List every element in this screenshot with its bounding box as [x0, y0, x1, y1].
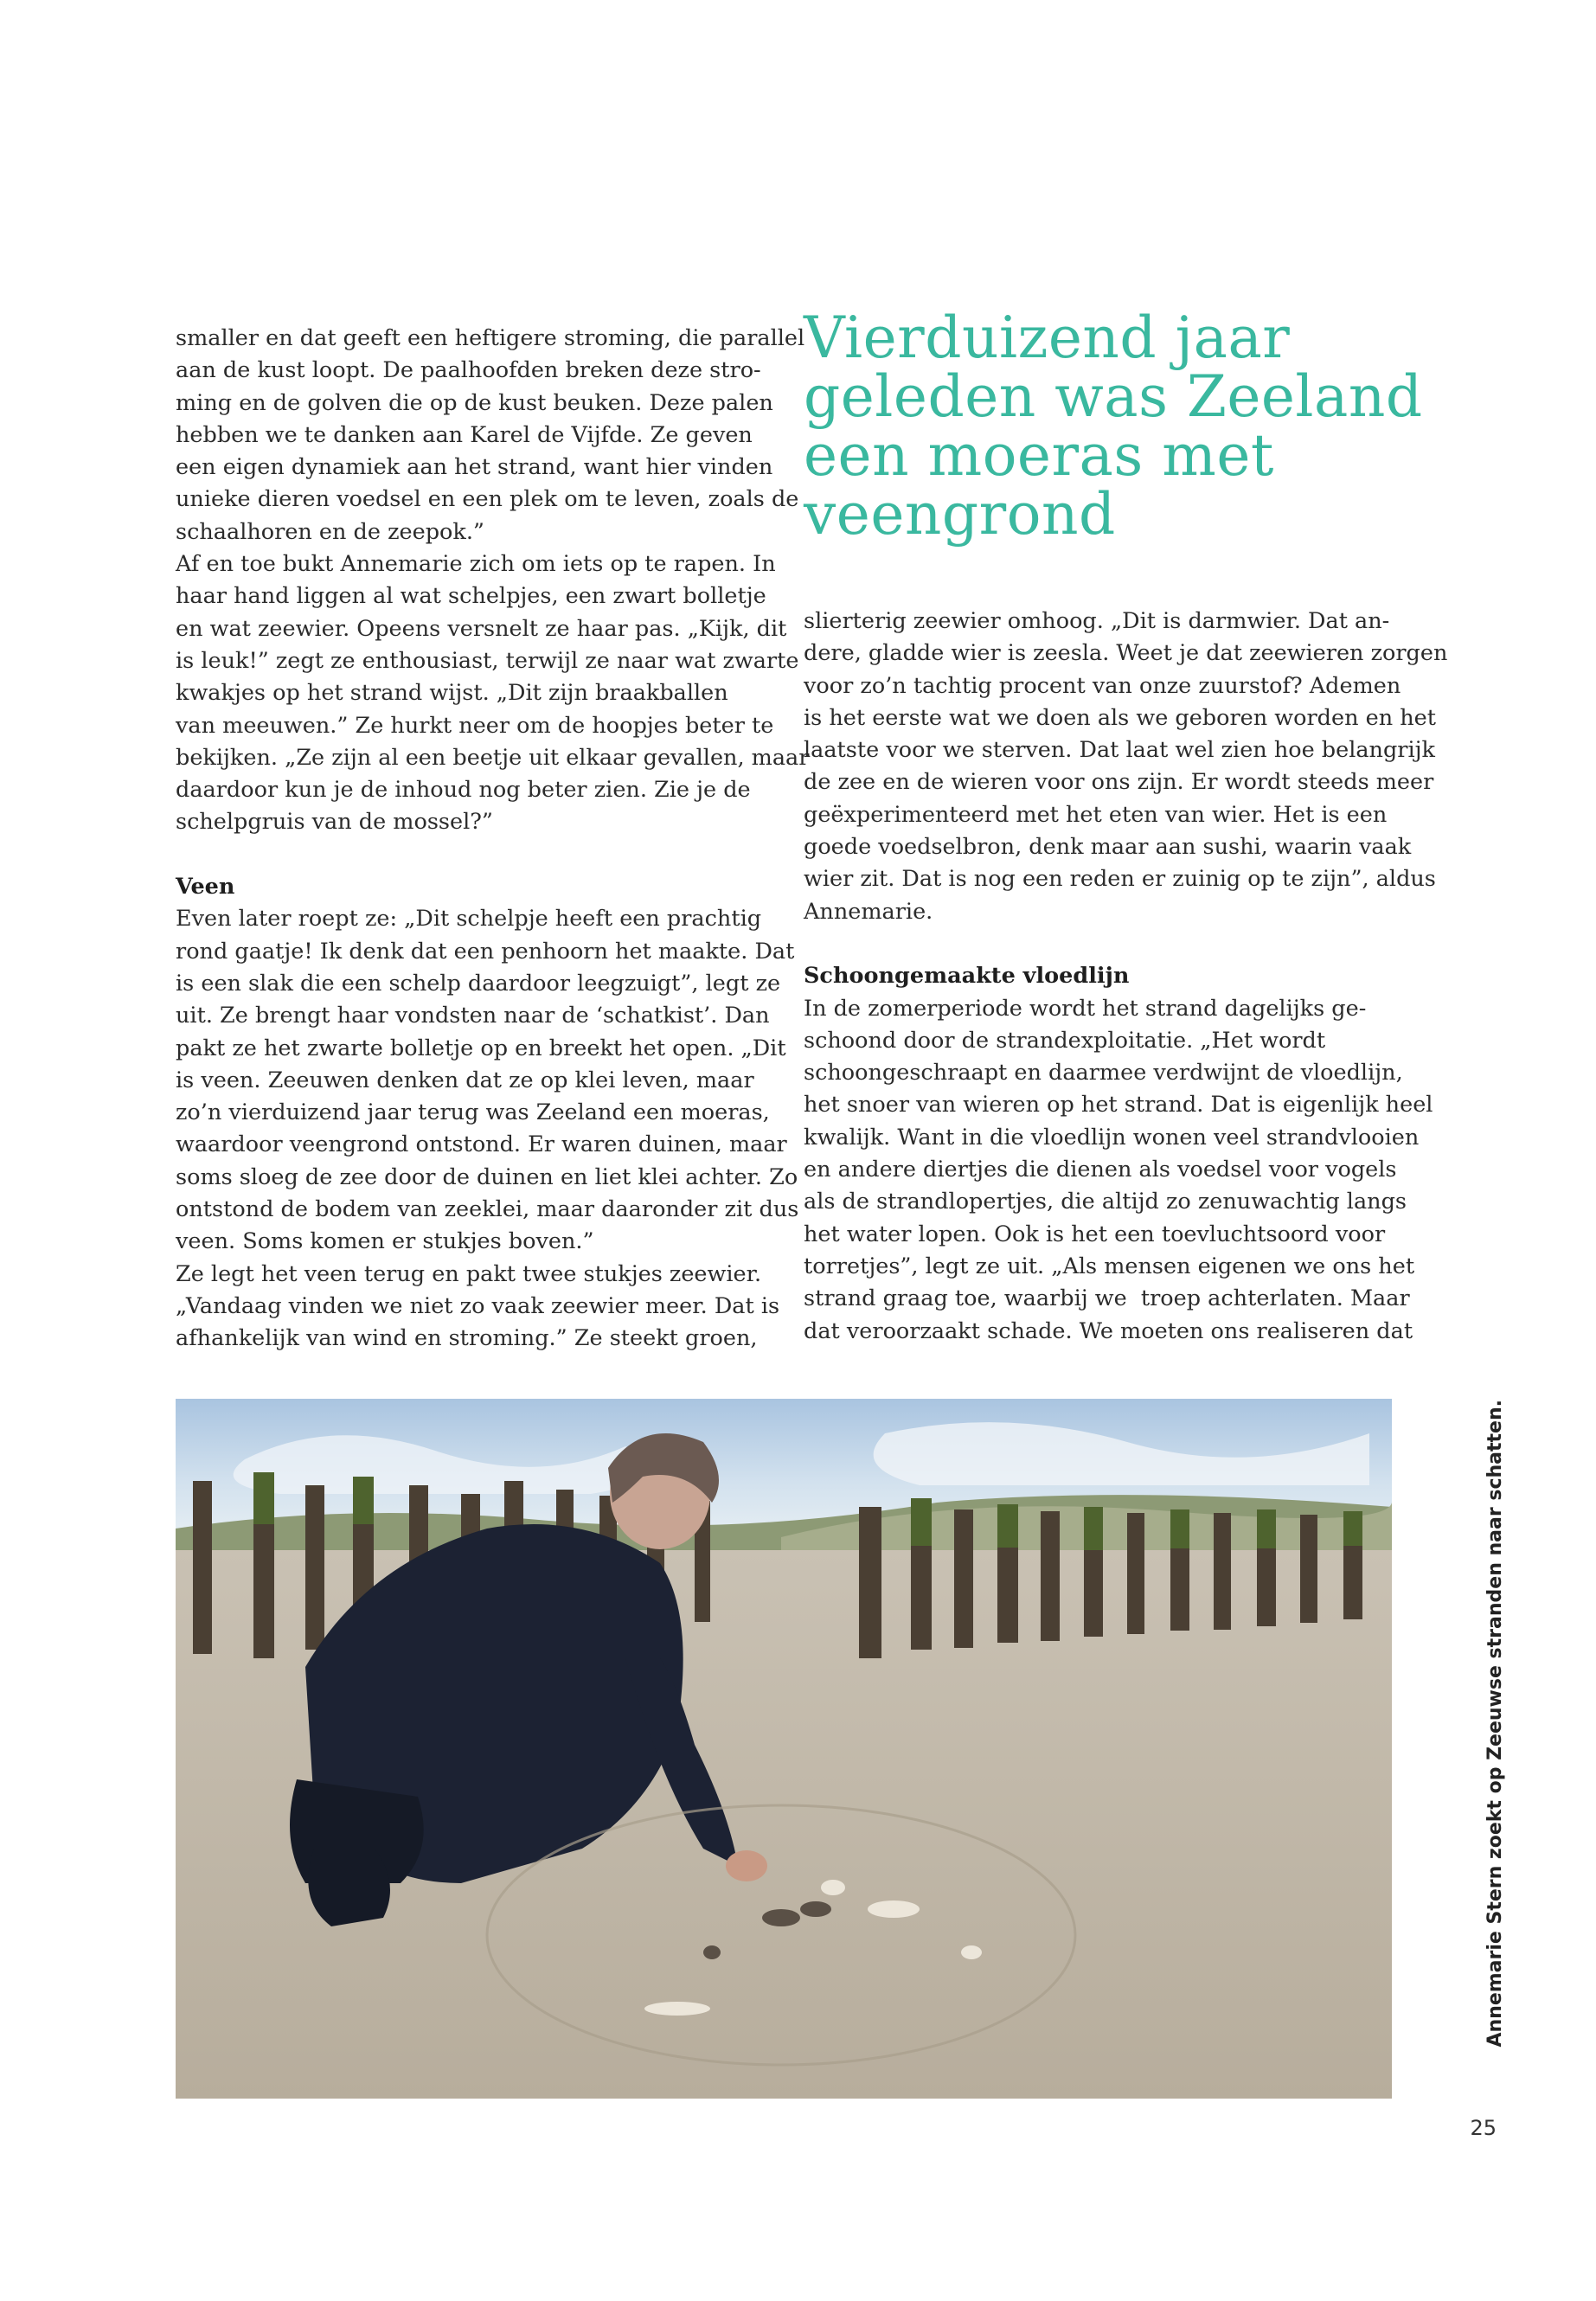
section-heading-vloedlijn: Schoongemaakte vloedlijn — [804, 963, 1130, 990]
spacer — [176, 839, 769, 871]
text-line: „Vandaag vinden we niet zo vaak zeewier meer. Dat is — [176, 1292, 780, 1319]
text-line: bekijken. „Ze zijn al een beetje uit elkaar gevallen, maar — [176, 744, 810, 771]
text-line: In de zomerperiode wordt het strand dagelijks ge- — [804, 995, 1367, 1022]
text-line: rond gaatje! Ik denk dat een penhoorn het maakte. Dat — [176, 938, 795, 965]
article-column-left — [176, 323, 810, 1356]
text-line: dere, gladde wier is zeesla. Weet je dat zeewieren zorgen — [804, 640, 1448, 667]
text-line: is leuk!” zegt ze enthousiast, terwijl ze naar wat zwarte — [176, 647, 799, 674]
text-line: een eigen dynamiek aan het strand, want hier vinden — [176, 454, 773, 481]
text-line: is veen. Zeeuwen denken dat ze op klei leven, maar — [176, 1067, 754, 1093]
paragraph — [176, 548, 810, 839]
text-line: goede voedselbron, denk maar aan sushi, waarin vaak — [804, 834, 1412, 861]
text-line: slierterig zeewier omhoog. „Dit is darmwier. Dat an- — [804, 608, 1390, 634]
photo-caption: Annemarie Stern zoekt op Zeeuwse stranden naar schatten. — [1484, 1400, 1506, 2048]
spacer — [804, 928, 1397, 960]
text-line: veen. Soms komen er stukjes boven.” — [176, 1228, 594, 1255]
text-line: torretjes”, legt ze uit. „Als mensen eigenen we ons het — [804, 1253, 1415, 1279]
text-line: van meeuwen.” Ze hurkt neer om de hoopjes beter te — [176, 712, 774, 739]
text-line: ming en de golven die op de kust beuken. Deze palen — [176, 389, 773, 416]
paragraph — [176, 903, 799, 1258]
paragraph — [176, 1259, 780, 1356]
text-line: waardoor veengrond ontstond. Er waren duinen, maar — [176, 1131, 787, 1158]
text-line: aan de kust loopt. De paalhoofden breken deze stro- — [176, 357, 761, 384]
pull-quote-line: een moeras met — [804, 422, 1274, 489]
text-line: schelpgruis van de mossel?” — [176, 809, 493, 836]
text-line: pakt ze het zwarte bolletje op en breekt het open. „Dit — [176, 1035, 786, 1061]
paragraph — [176, 323, 805, 548]
article-column-right — [804, 606, 1448, 1348]
post — [1041, 1511, 1060, 1641]
paragraph — [804, 993, 1433, 1348]
text-line: uit. Ze brengt haar vondsten naar de ‘schatkist’. Dan — [176, 1003, 770, 1029]
text-line: afhankelijk van wind en stroming.” Ze steekt groen, — [176, 1325, 758, 1352]
text-line: wier zit. Dat is nog een reden er zuinig op te zijn”, aldus — [804, 866, 1436, 893]
text-line: en wat zeewier. Opeens versnelt ze haar pas. „Kijk, dit — [176, 615, 787, 642]
section-heading-veen: Veen — [176, 874, 235, 901]
text-line: en andere diertjes die dienen als voedsel voor vogels — [804, 1157, 1397, 1183]
text-line: Af en toe bukt Annemarie zich om iets op te rapen. In — [176, 551, 776, 578]
text-line: Annemarie. — [804, 898, 933, 925]
post — [193, 1481, 212, 1654]
text-line: het water lopen. Ook is het een toevluchtsoord voor — [804, 1221, 1386, 1247]
text-line: voor zo’n tachtig procent van onze zuurstof? Ademen — [804, 672, 1401, 699]
page-number: 25 — [1470, 2116, 1497, 2140]
text-line: smaller en dat geeft een heftigere stroming, die parallel — [176, 325, 805, 351]
post — [305, 1485, 324, 1650]
paragraph — [804, 606, 1448, 928]
text-line: dat veroorzaakt schade. We moeten ons realiseren dat — [804, 1317, 1413, 1344]
text-line: schoongeschraapt en daarmee verdwijnt de vloedlijn, — [804, 1060, 1403, 1086]
post — [859, 1507, 881, 1658]
text-line: soms sloeg de zee door de duinen en liet klei achter. Zo — [176, 1163, 798, 1190]
text-line: haar hand liggen al wat schelpjes, een zwart bolletje — [176, 583, 766, 610]
text-line: zo’n vierduizend jaar terug was Zeeland een moeras, — [176, 1099, 770, 1126]
text-line: het snoer van wieren op het strand. Dat is eigenlijk heel — [804, 1092, 1433, 1118]
text-line: Ze legt het veen terug en pakt twee stukjes zeewier. — [176, 1260, 762, 1287]
text-line: is het eerste wat we doen als we geboren worden en het — [804, 704, 1436, 731]
pull-quote-line: Vierduizend jaar — [804, 304, 1291, 371]
text-line: schaalhoren en de zeepok.” — [176, 518, 484, 545]
text-line: geëxperimenteerd met het eten van wier. Het is een — [804, 801, 1388, 828]
post — [1214, 1513, 1231, 1630]
text-line: ontstond de bodem van zeeklei, maar daaronder zit dus — [176, 1196, 799, 1223]
text-line: als de strandlopertjes, die altijd zo zenuwachtig langs — [804, 1189, 1407, 1215]
text-line: laatste voor we sterven. Dat laat wel zien hoe belangrijk — [804, 737, 1436, 764]
text-line: daardoor kun je de inhoud nog beter zien. Zie je de — [176, 777, 751, 804]
pull-quote-line: veengrond — [804, 481, 1116, 548]
text-line: hebben we te danken aan Karel de Vijfde. Ze geven — [176, 421, 753, 448]
pull-quote-line: geleden was Zeeland — [804, 363, 1423, 430]
text-line: is een slak die een schelp daardoor leegzuigt”, legt ze — [176, 970, 781, 997]
text-line: Even later roept ze: „Dit schelpje heeft een prachtig — [176, 906, 762, 933]
post — [954, 1509, 973, 1648]
post — [1127, 1513, 1144, 1634]
text-line: kwakjes op het strand wijst. „Dit zijn braakballen — [176, 680, 728, 707]
pull-quote — [804, 304, 1444, 548]
text-line: strand graag toe, waarbij we troep achterlaten. Maar — [804, 1285, 1410, 1312]
text-line: de zee en de wieren voor ons zijn. Er wordt steeds meer — [804, 769, 1434, 796]
post — [1300, 1515, 1317, 1623]
text-line: unieke dieren voedsel en een plek om te leven, zoals de — [176, 486, 799, 513]
text-line: schoond door de strandexploitatie. „Het wordt — [804, 1027, 1326, 1054]
text-line: kwalijk. Want in die vloedlijn wonen veel strandvlooien — [804, 1124, 1420, 1150]
beach-photo — [176, 1399, 1392, 2099]
